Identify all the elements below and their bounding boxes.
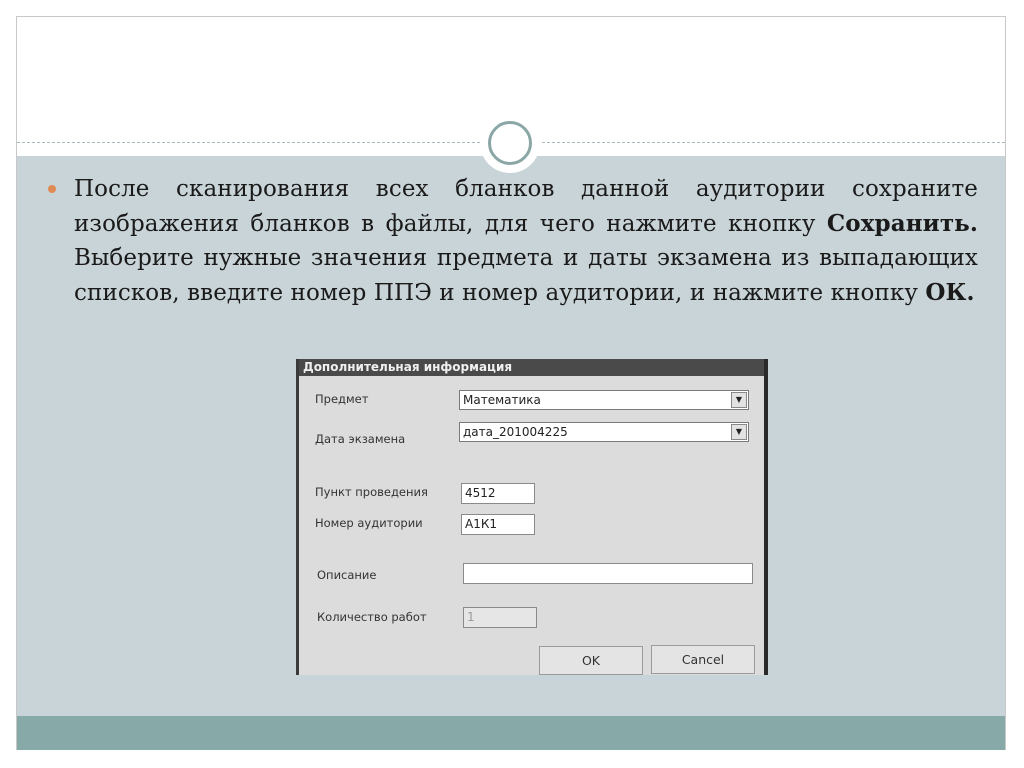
exam-date-label: Дата экзамена [315, 432, 406, 446]
exam-point-field[interactable]: 4512 [461, 483, 535, 504]
subject-label: Предмет [315, 392, 369, 406]
subject-select[interactable] [459, 390, 749, 410]
ok-keyword: ОК. [925, 278, 975, 306]
slide-paragraph [74, 172, 978, 310]
description-label: Описание [317, 568, 377, 582]
bullet-icon [48, 185, 56, 193]
additional-info-dialog [296, 359, 768, 675]
dialog-title: Дополнительная информация [299, 359, 764, 376]
room-number-field[interactable]: А1К1 [461, 514, 535, 535]
ring-decoration [480, 113, 540, 173]
bottom-band [17, 716, 1005, 750]
works-count-field: 1 [463, 607, 537, 628]
exam-date-select[interactable] [459, 422, 749, 442]
ok-button[interactable]: OK [539, 646, 643, 675]
subject-select-value: Математика [463, 393, 541, 407]
room-number-label: Номер аудитории [315, 516, 423, 530]
cancel-button[interactable]: Cancel [651, 645, 755, 674]
description-field[interactable] [463, 563, 753, 584]
save-keyword: Сохранить. [826, 209, 978, 237]
chevron-down-icon[interactable]: ▼ [731, 424, 747, 440]
paragraph-text-2: Выберите нужные значения предмета и даты экзамена из выпадающих списков, введите номер ППЭ и номер аудитории, и нажмите кнопку [74, 245, 978, 306]
chevron-down-icon[interactable]: ▼ [731, 392, 747, 408]
works-count-label: Количество работ [317, 610, 427, 624]
ring-decoration-inner [488, 121, 532, 165]
exam-date-select-value: дата_201004225 [463, 425, 568, 439]
paragraph-text-1: После сканирования всех бланков данной аудитории сохраните изображения бланков в файлы, для чего нажмите кнопку [74, 176, 978, 237]
exam-point-label: Пункт проведения [315, 485, 428, 499]
